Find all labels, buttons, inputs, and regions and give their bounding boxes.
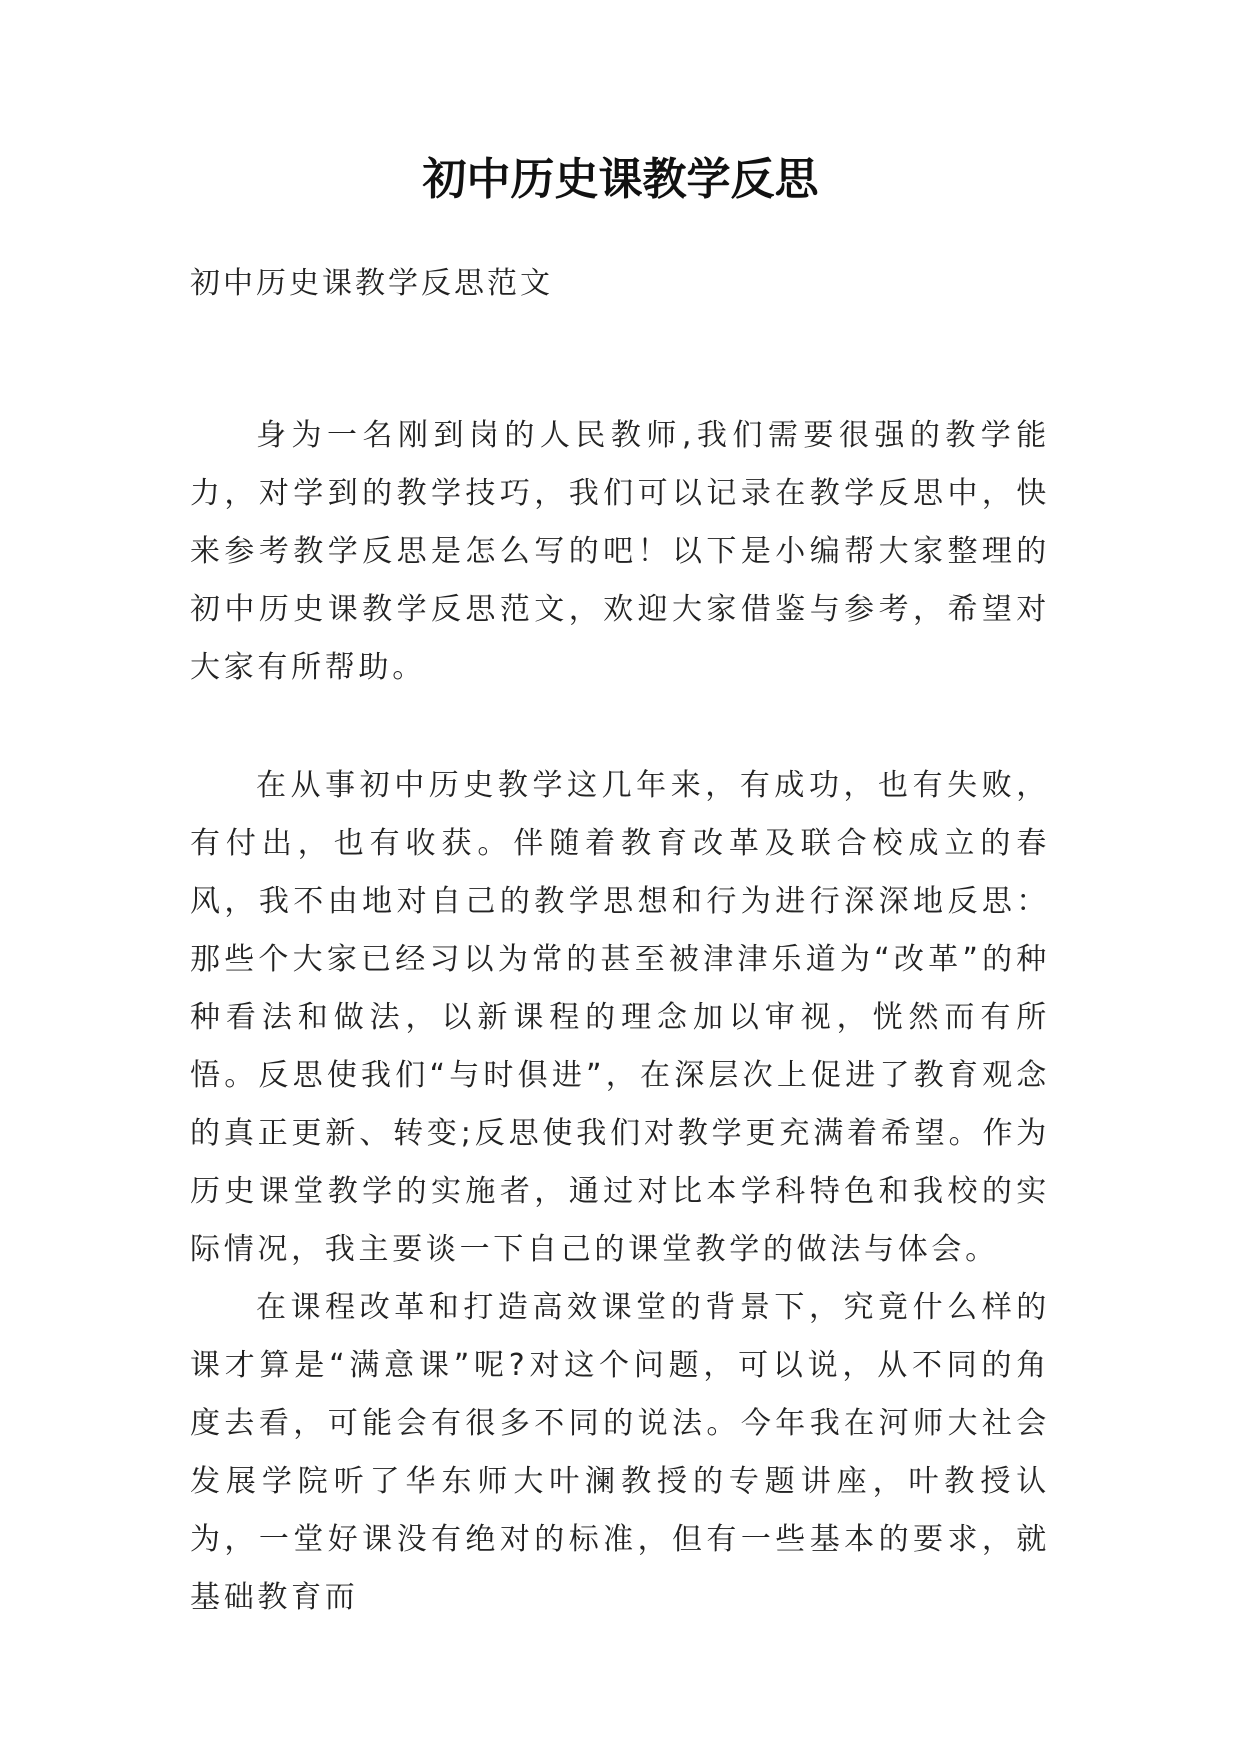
- paragraph-intro: 身为一名刚到岗的人民教师,我们需要很强的教学能力，对学到的教学技巧，我们可以记录在教学反思中，快来参考教学反思是怎么写的吧！以下是小编帮大家整理的初中历史课教学反思范文，欢迎大家借鉴与参考，希望对大家有所帮助。: [190, 418, 1050, 685]
- paragraph-reflection: 在从事初中历史教学这几年来，有成功，也有失败，有付出，也有收获。伴随着教育改革及联合校成立的春风，我不由地对自己的教学思想和行为进行深深地反思：那些个大家已经习以为常的甚至被津津乐道为“改革”的种种看法和做法，以新课程的理念加以审视，恍然而有所悟。反思使我们“与时俱进”，在深层次上促进了教育观念的真正更新、转变;反思使我们对教学更充满着希望。作为历史课堂教学的实施者，通过对比本学科特色和我校的实际情况，我主要谈一下自己的课堂教学的做法与体会。: [190, 768, 1050, 1267]
- document-subtitle: 初中历史课教学反思范文: [190, 266, 553, 301]
- paragraph-good-lesson: 在课程改革和打造高效课堂的背景下，究竟什么样的课才算是“满意课”呢?对这个问题，可以说，从不同的角度去看，可能会有很多不同的说法。今年我在河师大社会发展学院听了华东师大叶澜教授的专题讲座，叶教授认为，一堂好课没有绝对的标准，但有一些基本的要求，就基础教育而: [190, 1290, 1050, 1615]
- document-title: 初中历史课教学反思: [422, 154, 819, 205]
